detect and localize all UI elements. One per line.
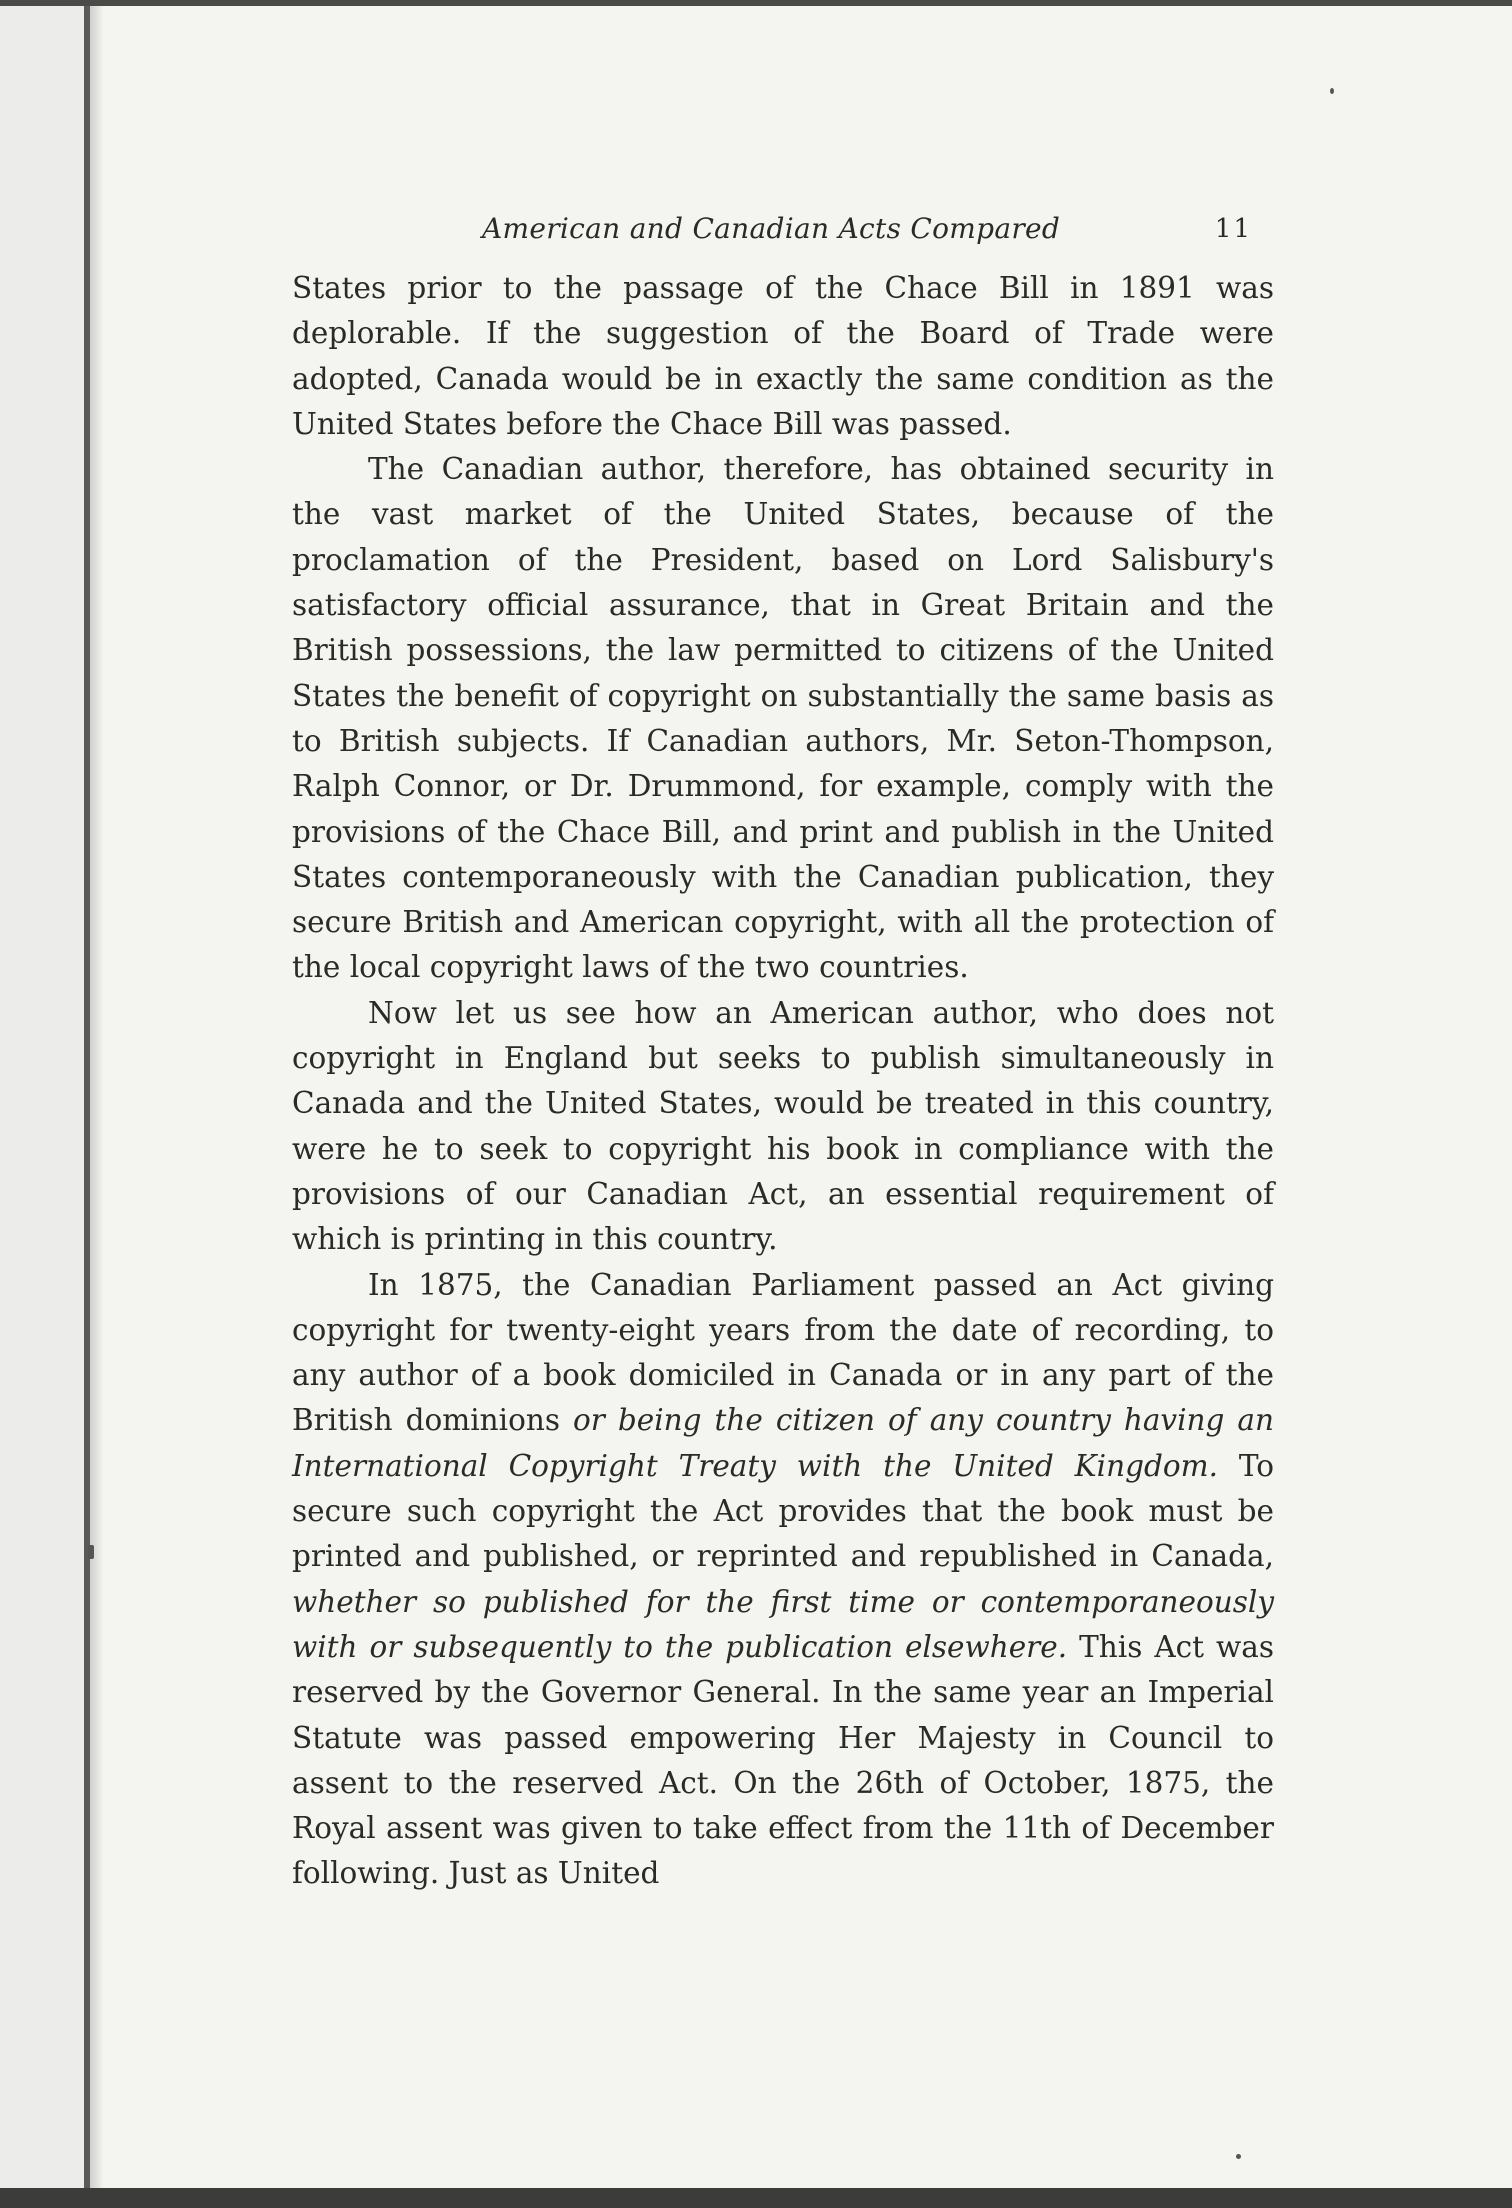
running-title: American and Canadian Acts Compared: [482, 212, 1061, 245]
paper-speck: [88, 1545, 94, 1559]
page-number: 11: [1214, 214, 1252, 244]
paragraph-4-text-1: In 1875, the Canadian Parliament passed an Act giving copyright for twenty-eight years from the date of recording, to any author of a book domiciled in Canada or in any part of the British dominions: [292, 1267, 1274, 1438]
paragraph-4: [292, 1263, 1274, 1897]
paper-speck: [1236, 2154, 1241, 2159]
page-text-block: [292, 212, 1274, 1897]
facing-page-margin: [0, 6, 84, 2188]
paragraph-4-italic-1: or being the citizen of any country having an International Copyright Treaty with the United Kingdom.: [292, 1403, 1274, 1483]
paragraph-4-italic-2: whether so published for the first time or contemporaneously with or subsequently to the publication elsewhere.: [292, 1584, 1274, 1664]
paragraph-4-text-2: To secure such copyright the Act provides that the book must be printed and published, or reprinted and republished in Canada,: [292, 1448, 1274, 1574]
running-head: [292, 212, 1274, 256]
paragraph-1: States prior to the passage of the Chace Bill in 1891 was deplorable. If the suggestion of the Board of Trade were adopted, Canada would be in exactly the same condition as the United States before the Chace Bill was passed.: [292, 271, 1274, 441]
paper-speck: [1330, 88, 1334, 94]
bottom-scan-edge: [0, 2188, 1512, 2208]
paragraph-3: Now let us see how an American author, who does not copyright in England but seeks to publish simultaneously in Canada and the United States, would be treated in this country, were he to seek to copyright his book in compliance with the provisions of our Canadian Act, an essential requirement of which is printing in this country.: [292, 995, 1274, 1257]
top-scan-edge: [0, 0, 1512, 6]
spine-shadow: [90, 6, 104, 2188]
paragraph-4-text-3: This Act was reserved by the Governor General. In the same year an Imperial Statute was passed empowering Her Majesty in Council to assent to the reserved Act. On the 26th of October, 1875, the Royal assent was given to take effect from the 11th of December following. Just as United: [292, 1629, 1274, 1891]
paragraph-2: The Canadian author, therefore, has obtained security in the vast market of the United States, because of the proclamation of the President, based on Lord Salisbury's satisfactory official assurance, that in Great Britain and the British possessions, the law permitted to citizens of the United States the benefit of copyright on substantially the same basis as to British subjects. If Canadian authors, Mr. Seton-Thompson, Ralph Connor, or Dr. Drummond, for example, comply with the provisions of the Chace Bill, and print and publish in the United States contemporaneously with the Canadian publication, they secure British and American copyright, with all the protection of the local copyright laws of the two countries.: [292, 452, 1274, 985]
